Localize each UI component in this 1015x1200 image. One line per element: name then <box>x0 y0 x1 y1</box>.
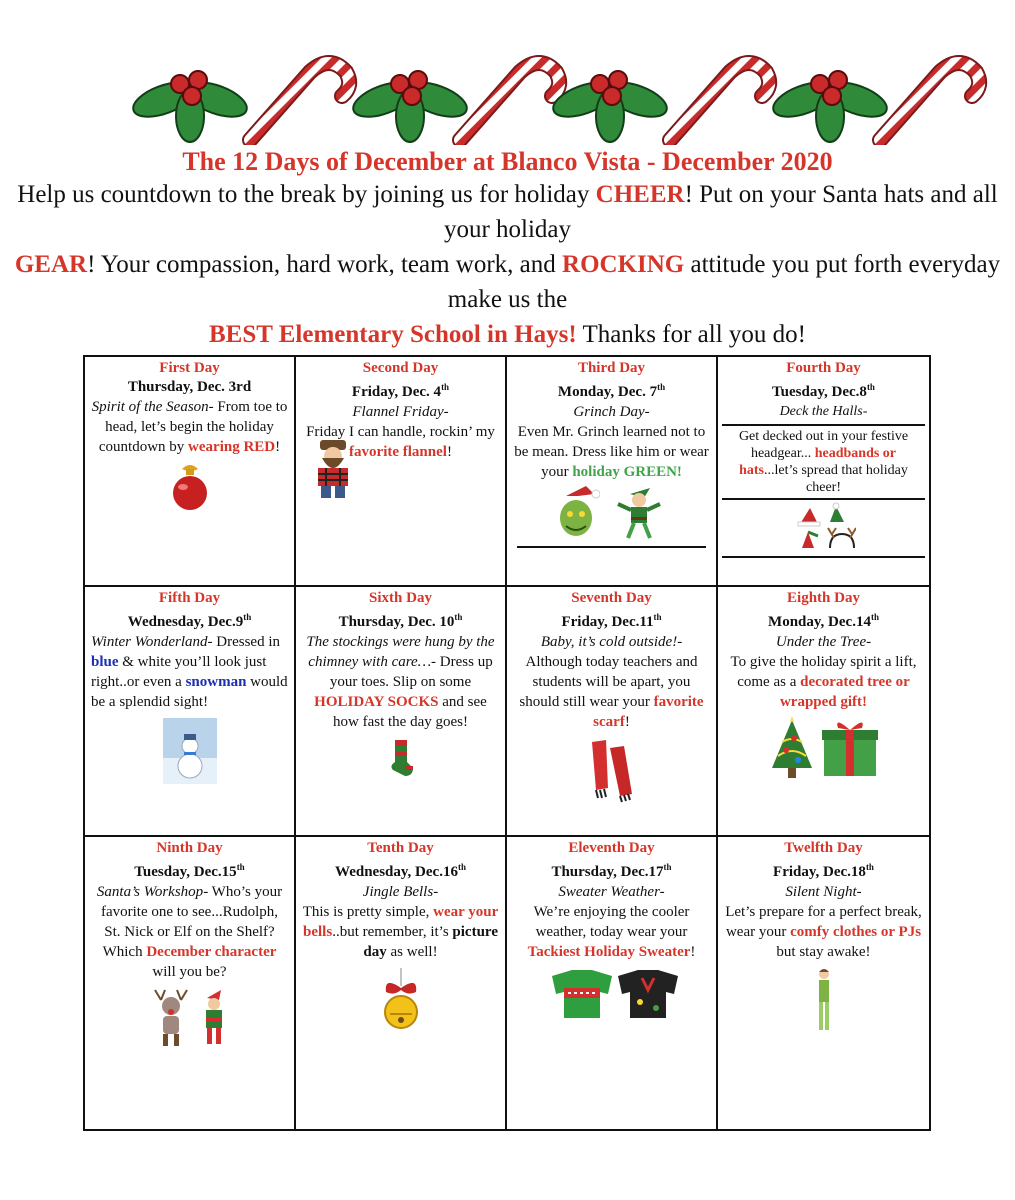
holly-candy-cane-banner <box>130 55 990 145</box>
day-date <box>513 607 710 632</box>
pajamas-person-icon <box>814 968 834 1034</box>
desc-text: as well! <box>386 944 438 960</box>
day-cell-10 <box>296 837 507 1129</box>
day-theme: Santa’s Workshop <box>96 884 204 900</box>
desc-text: Dress up your toes. Slip on some <box>329 654 493 690</box>
banner-cane <box>460 63 559 140</box>
day-name: Second Day <box>362 360 439 376</box>
day-theme: Baby, it’s cold outside!- <box>540 634 683 650</box>
day-date <box>302 607 499 632</box>
jingle-bell-icon <box>376 968 426 1034</box>
day-cell-3 <box>507 357 718 587</box>
day-images <box>724 716 923 782</box>
desc-highlight: favorite flannel <box>349 444 447 460</box>
desc-text: To give the holiday spirit a lift, come as a <box>730 654 917 690</box>
date-suffix: th <box>236 862 245 872</box>
intro-part: ! Put on your Santa hats and all your holiday <box>443 181 998 243</box>
desc-text: ...let’s spread that holiday cheer! <box>764 463 908 495</box>
banner-holly <box>130 71 251 142</box>
day-images <box>513 484 710 542</box>
desc-highlight: wearing RED <box>188 439 276 455</box>
intro-part: ! Your compassion, hard work, team work, and <box>87 251 563 278</box>
banner-cane <box>670 63 769 140</box>
day-date <box>724 377 923 402</box>
day-name: Tenth Day <box>367 840 434 856</box>
lumberjack-icon <box>308 438 358 502</box>
desc-text: but stay awake! <box>776 944 871 960</box>
theme-text: Silent Night <box>785 884 857 900</box>
banner-holly <box>769 71 891 142</box>
day-description <box>724 428 923 496</box>
desc-highlight: December character <box>146 944 277 960</box>
day-name: Seventh Day <box>571 590 652 606</box>
date-text: Tuesday, Dec.15 <box>134 864 237 880</box>
banner-cane <box>250 63 349 140</box>
day-theme: Deck the Halls- <box>779 404 868 419</box>
day-cell-4 <box>718 357 929 587</box>
elf-icon <box>199 988 229 1048</box>
day-name: Eighth Day <box>787 590 860 606</box>
date-text: Monday, Dec.14 <box>768 614 871 630</box>
christmas-tree-icon <box>768 716 816 782</box>
divider <box>517 546 706 548</box>
day-cell-1 <box>85 357 296 587</box>
date-suffix: th <box>243 612 252 622</box>
date-suffix: th <box>653 612 662 622</box>
desc-text: Even Mr. Grinch learned not to be mean. Dress like him or wear your <box>514 424 709 480</box>
holiday-hats-icon <box>792 502 856 552</box>
day-description <box>302 632 499 732</box>
divider <box>722 498 925 500</box>
day-date <box>724 857 923 882</box>
ugly-sweater-icon <box>542 968 682 1020</box>
intro-best: BEST Elementary School in Hays! <box>209 321 577 348</box>
date-text: Friday, Dec. 4 <box>351 384 442 400</box>
desc-text: We’re enjoying the cooler weather, today wear your <box>533 904 690 940</box>
banner-cane <box>880 63 979 140</box>
days-grid <box>83 355 931 1131</box>
day-date <box>513 377 710 402</box>
intro-gear: GEAR <box>14 251 88 278</box>
day-description <box>302 902 499 962</box>
desc-highlight: decorated tree or wrapped gift! <box>779 674 910 710</box>
desc-text: ! <box>446 444 452 460</box>
desc-text: From toe to head, let’s begin the holiday countdown by <box>98 399 288 455</box>
desc-text: ! <box>275 439 281 455</box>
date-text: Friday, Dec.18 <box>773 864 866 880</box>
day-description <box>513 632 710 732</box>
grinch-icon <box>556 484 600 538</box>
desc-highlight: comfy clothes or PJs <box>790 924 922 940</box>
desc-text: and see how fast the day goes! <box>333 694 487 730</box>
intro-part: Thanks for all you do! <box>576 321 806 348</box>
day-date <box>91 607 288 632</box>
day-description <box>513 902 710 962</box>
date-text: Wednesday, Dec.16 <box>335 864 458 880</box>
theme-tail: - <box>856 884 862 900</box>
day-theme: The stockings were hung by the chimney with care…- <box>306 634 495 670</box>
desc-text: will you be? <box>152 964 227 980</box>
date-suffix: th <box>454 612 463 622</box>
desc-text: & white you’ll look just right..or even a <box>91 654 267 690</box>
day-theme: Grinch Day- <box>573 404 650 420</box>
desc-highlight: snowman <box>185 674 247 690</box>
desc-highlight: HOLIDAY SOCKS <box>314 694 439 710</box>
day-theme: Spirit of the Season- <box>91 399 214 415</box>
day-description <box>91 882 288 982</box>
day-name: Sixth Day <box>369 590 432 606</box>
day-date: Thursday, Dec. 3rd <box>127 379 252 395</box>
date-suffix: th <box>657 382 666 392</box>
divider <box>722 556 925 558</box>
day-name: Fifth Day <box>158 590 221 606</box>
day-cell-7 <box>507 587 718 837</box>
date-suffix: th <box>870 612 879 622</box>
date-text: Monday, Dec. 7 <box>557 384 658 400</box>
day-images <box>91 988 288 1048</box>
day-description-wrap <box>302 422 499 492</box>
desc-text: - Who’s your favorite one to see...Rudolph, St. Nick or Elf on the Shelf? Which <box>100 884 283 960</box>
date-text: Thursday, Dec. 10 <box>338 614 455 630</box>
day-theme: Under the Tree- <box>775 634 872 650</box>
date-text: Wednesday, Dec.9 <box>127 614 244 630</box>
divider <box>722 424 925 426</box>
date-suffix: th <box>457 862 466 872</box>
desc-text: - Dressed in <box>207 634 281 650</box>
desc-bold: picture day <box>363 924 498 960</box>
day-name: Ninth Day <box>156 840 223 856</box>
intro-cheer: CHEER <box>595 181 685 208</box>
day-theme <box>724 882 923 902</box>
desc-highlight: headbands or hats <box>739 446 897 478</box>
desc-text: This is pretty simple, <box>302 904 434 920</box>
day-name: First Day <box>159 360 220 376</box>
day-date <box>302 377 499 402</box>
intro-rocking: ROCKING <box>562 251 685 278</box>
intro-text <box>0 177 1015 352</box>
scarf-icon <box>586 738 638 804</box>
stocking-icon <box>387 738 415 778</box>
date-suffix: th <box>441 382 450 392</box>
desc-text: ! <box>690 944 696 960</box>
date-text: Tuesday, Dec.8 <box>772 384 867 400</box>
desc-highlight: Tackiest Holiday Sweater <box>527 944 691 960</box>
desc-text: ! <box>624 714 630 730</box>
day-name: Eleventh Day <box>568 840 655 856</box>
day-description <box>91 632 288 712</box>
page-title: The 12 Days of December at Blanco Vista - December 2020 <box>182 147 833 176</box>
intro-part: Help us countdown to the break by joining us for holiday <box>17 181 596 208</box>
day-theme: Sweater Weather- <box>558 884 665 900</box>
day-name: Twelfth Day <box>784 840 863 856</box>
date-suffix: th <box>663 862 672 872</box>
day-cell-8 <box>718 587 929 837</box>
day-name: Fourth Day <box>786 360 861 376</box>
day-date <box>513 857 710 882</box>
desc-highlight: holiday GREEN! <box>572 464 682 480</box>
day-date <box>91 857 288 882</box>
desc-highlight: favorite scarf <box>593 694 704 730</box>
day-cell-9 <box>85 837 296 1129</box>
day-cell-6 <box>296 587 507 837</box>
day-theme: Jingle Bells- <box>362 884 439 900</box>
day-cell-2 <box>296 357 507 587</box>
desc-text: ..but remember, it’s <box>332 924 453 940</box>
desc-text: Friday I can handle, rockin’ my <box>306 424 495 440</box>
banner-holly <box>349 71 471 142</box>
day-description <box>513 422 710 482</box>
desc-highlight: wear your bells <box>303 904 499 940</box>
desc-text: Let’s prepare for a perfect break, wear your <box>725 904 922 940</box>
desc-text: Get decked out in your festive headgear... <box>738 429 909 461</box>
day-name: Third Day <box>577 360 646 376</box>
day-date <box>724 607 923 632</box>
day-theme: Flannel Friday- <box>352 404 449 420</box>
snowman-winter-icon <box>163 718 217 784</box>
day-description <box>724 902 923 962</box>
day-cell-11 <box>507 837 718 1129</box>
elf-icon <box>610 484 668 542</box>
intro-part: attitude you put forth everyday make us the <box>447 251 1001 313</box>
day-cell-12 <box>718 837 929 1129</box>
wrapped-gift-icon <box>820 716 880 778</box>
day-description <box>724 652 923 712</box>
ornament-icon <box>168 463 212 511</box>
date-suffix: th <box>865 862 874 872</box>
date-text: Thursday, Dec.17 <box>551 864 664 880</box>
day-description <box>91 397 288 457</box>
day-cell-5 <box>85 587 296 837</box>
date-text: Friday, Dec.11 <box>561 614 654 630</box>
reindeer-icon <box>151 988 191 1048</box>
day-date <box>302 857 499 882</box>
desc-text: Although today teachers and students will be apart, you should still wear your <box>519 654 698 710</box>
desc-highlight: blue <box>91 654 119 670</box>
desc-text: would be a splendid sight! <box>91 674 288 710</box>
date-suffix: th <box>866 382 875 392</box>
day-theme: Winter Wonderland <box>91 634 208 650</box>
header <box>0 147 1015 352</box>
